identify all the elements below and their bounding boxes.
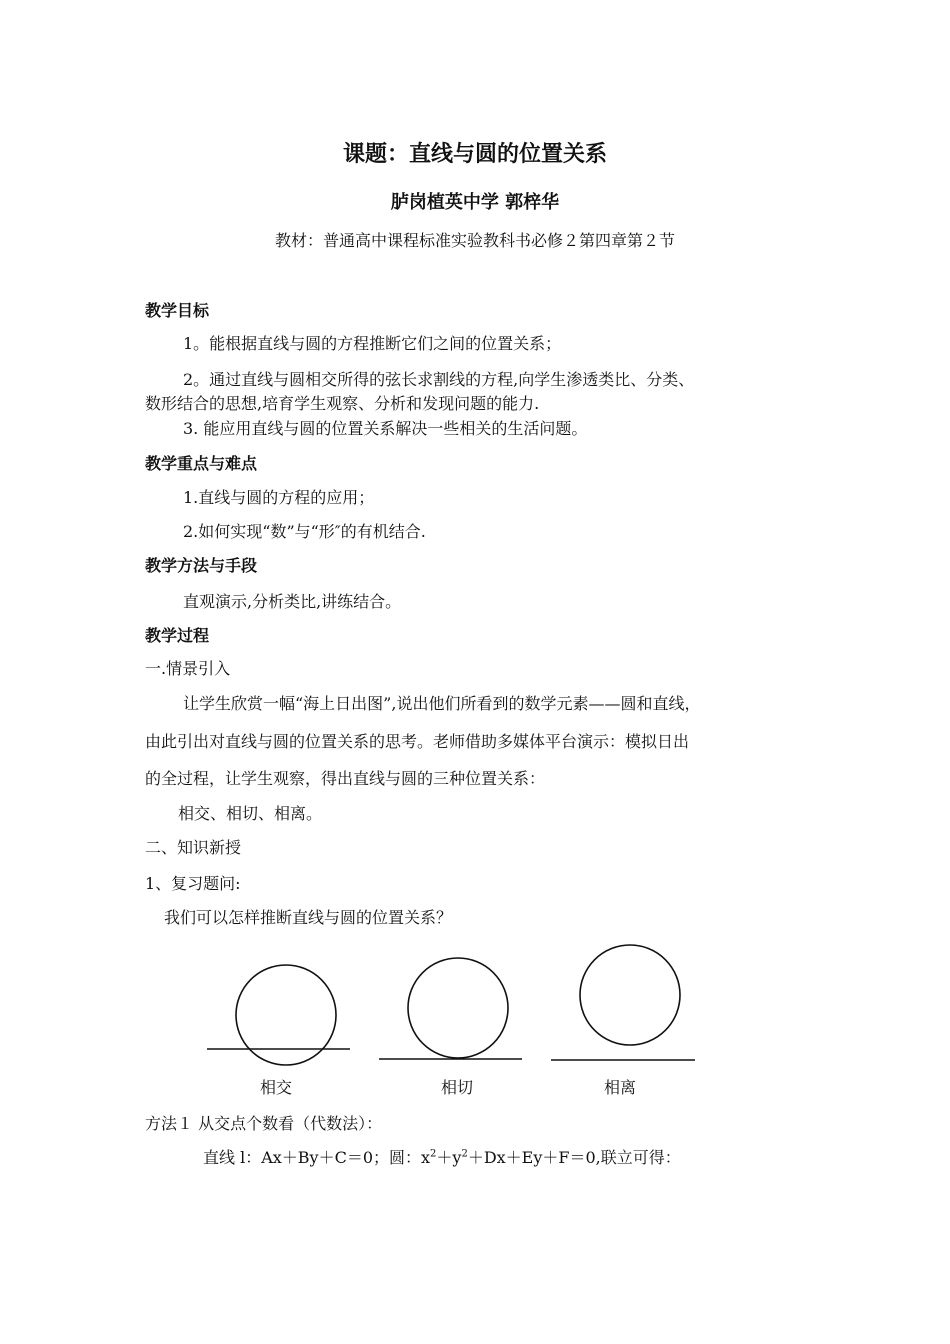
method1-line: 方法１ 从交点个数看（代数法）： (145, 1114, 383, 1133)
key-points-heading: 教学重点与难点 (145, 454, 258, 473)
part1-line-3: 的全过程，让学生观察，得出直线与圆的三种位置关系： (145, 769, 546, 788)
label-tangent: 相切 (441, 1078, 474, 1097)
textbook-line: 教材：普通高中课程标准实验教科书必修２第四章第２节 (274, 231, 675, 250)
key-point-2: 2.如何实现“数”与“形″的有机结合. (183, 522, 426, 541)
review-title: 1、复习题问: (145, 874, 241, 893)
tangent-figure (379, 958, 522, 1059)
part1-line-2: 由此引出对直线与圆的位置关系的思考。老师借助多媒体平台演示：模拟日出 (145, 732, 690, 751)
part1-line-4: 相交、相切、相离。 (178, 804, 323, 823)
page-title: 课题：直线与圆的位置关系 (342, 142, 607, 167)
goal-item-3: 3. 能应用直线与圆的位置关系解决一些相关的生活问题。 (183, 419, 588, 438)
goal-item-1: 1。能根据直线与圆的方程推断它们之间的位置关系； (183, 334, 562, 353)
label-separate: 相离 (604, 1078, 637, 1097)
methods-text: 直观演示,分析类比,讲练结合。 (183, 592, 402, 611)
equation-sup-1: 2 (430, 1148, 437, 1160)
part1-title: 一.情景引入 (145, 659, 231, 678)
label-intersect: 相交 (260, 1078, 293, 1097)
goals-heading: 教学目标 (145, 301, 210, 320)
methods-heading: 教学方法与手段 (145, 556, 258, 575)
separate-figure (551, 945, 695, 1060)
equation-part-b: ＋y (436, 1148, 462, 1167)
goal-item-2-cont: 数形结合的思想,培育学生观察、分析和发现问题的能力. (145, 394, 540, 413)
goal-item-2: 2。通过直线与圆相交所得的弦长求割线的方程,向学生渗透类比、分类、 (183, 370, 695, 389)
part2-title: 二、知识新授 (145, 838, 242, 857)
intersecting-circle (236, 965, 336, 1065)
equation-line (203, 1145, 681, 1168)
equation-part-c: ＋Dx＋Ey＋F＝0,联立可得： (467, 1148, 681, 1167)
separate-circle (580, 945, 680, 1045)
equation-part-a: 直线 l：Ax＋By＋C＝0；圆：x (203, 1148, 431, 1167)
tangent-circle (408, 958, 508, 1058)
author-line: 胪岗植英中学 郭梓华 (390, 192, 560, 213)
intersecting-figure (207, 965, 350, 1065)
key-point-1: 1.直线与圆的方程的应用； (183, 488, 375, 507)
process-heading: 教学过程 (145, 626, 210, 645)
review-question: 我们可以怎样推断直线与圆的位置关系？ (164, 908, 453, 927)
part1-line-1: 让学生欣赏一幅“海上日出图”,说出他们所看到的数学元素——圆和直线， (183, 694, 701, 713)
equation-sup-2: 2 (461, 1148, 468, 1160)
